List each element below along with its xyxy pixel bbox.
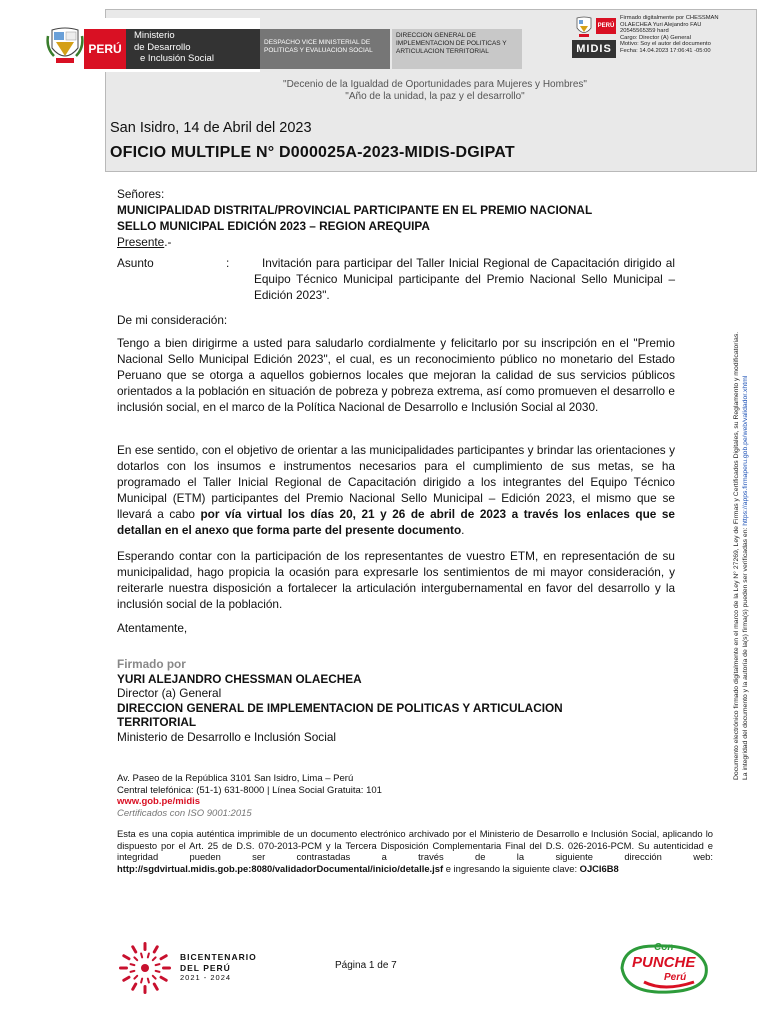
asunto-colon: :: [226, 256, 230, 270]
decenio-motto: "Decenio de la Igualdad de Oportunidades para Mujeres y Hombres" "Año de la unidad, la paz y el desarrollo": [283, 79, 587, 102]
signer-office-line2: TERRITORIAL: [117, 715, 197, 729]
vice-ministry-label: DESPACHO VICE MINISTERIAL DE POLITICAS Y EVALUACION SOCIAL: [260, 29, 390, 69]
greeting: De mi consideración:: [117, 313, 228, 327]
firmaperu-validator-link[interactable]: https://apps.firmaperu.gob.pe/web/validador.xhtml: [742, 375, 749, 526]
asunto-label: Asunto: [117, 256, 154, 270]
paragraph-1: Tengo a bien dirigirme a usted para saludarlo cordialmente y felicitarlo por su inscripción en el "Premio Nacional Sello Municipal Edición 2023", el cual, es un reconocimiento público no monetario del Estado Peruano que se otorga a aquellos gobiernos locales que mejoran la calidad de sus servicios públicos orientados a la población en situación de pobreza y pobreza extrema, así como promueven el desarrollo e inclusión social, en el marco de la Política Nacional de Desarrollo e Inclusión Social al 2030.: [117, 336, 675, 414]
asunto-text: Invitación para participar del Taller Inicial Regional de Capacitación dirigido al Equipo Técnico Municipal participante del Premio Nacional Sello Municipal – Edición 2023".: [254, 256, 675, 302]
presente: Presente.-: [117, 234, 172, 249]
recipient-name-line2: SELLO MUNICIPAL EDICIÓN 2023 – REGION AREQUIPA: [117, 218, 430, 233]
recipient-block: [117, 187, 677, 251]
paragraph-3: Esperando contar con la participación de los representantes de vuestro ETM, en representación de su municipalidad, hago propicia la ocasión para expresarle los sentimientos de mi mayor consideración, y reiterarle nuestra disposición a fortalecer la articulación intergubernamental en favor del desarrollo y la inclusión social de la población.: [117, 549, 675, 611]
digital-signature-stamp: Firmado digitalmente por CHESSMAN OLAECHEA Yuri Alejandro FAU 20545565359 hard Cargo: Director (A) General Motivo: Soy el autor del documento Fecha: 14.04.2023 17:06:41 -05:00: [620, 15, 719, 54]
coat-of-arms-icon: [46, 26, 84, 66]
peru-label: PERÚ: [84, 29, 126, 69]
phone: Central telefónica: (51-1) 631-8000 | Línea Social Gratuita: 101: [117, 784, 382, 796]
bicentenario-text: BICENTENARIO DEL PERÚ 2021 - 2024: [180, 952, 257, 982]
signer-office-line1: DIRECCION GENERAL DE IMPLEMENTACION DE POLITICAS Y ARTICULACION: [117, 700, 563, 715]
contact-block: [117, 773, 677, 819]
paragraph-2: En ese sentido, con el objetivo de orientar a las municipalidades participantes y brindar las orientaciones y dotarlos con los insumos e instrumentos necesarios para el cumplimiento de sus metas, se ha programado el Taller Inicial Regional de Capacitación dirigido a los integrantes del Equipo Técnico Municipal (ETM) participantes del Premio Nacional Sello Municipal – Edición 2023, el mismo que se llevará a cabo por vía virtual los días 20, 21 y 26 de abril de 2023 a través los enlaces que se detallan en el anexo que forma parte del presente documento.: [117, 443, 675, 537]
closing: Atentamente,: [117, 621, 188, 635]
address: Av. Paseo de la República 3101 San Isidro, Lima – Perú: [117, 773, 354, 784]
midis-logo: MIDIS: [572, 40, 616, 58]
signer-title: Director (a) General: [117, 686, 222, 700]
signer-ministry: Ministerio de Desarrollo e Inclusión Social: [117, 729, 336, 744]
ministry-name: Ministerio de Desarrollo e Inclusión Social: [126, 29, 260, 69]
signature-peru-label: PERÚ: [596, 18, 616, 34]
validation-url[interactable]: http://sgdvirtual.midis.gob.pe:8080/validadorDocumental/inicio/detalle.jsf: [117, 862, 444, 874]
signature-block: [117, 657, 677, 744]
ministry-brand: [84, 29, 260, 69]
document-date: San Isidro, 14 de Abril del 2023: [110, 120, 312, 136]
iso-certification: Certificados con ISO 9001:2015: [117, 807, 252, 819]
salutation: Señores:: [117, 187, 165, 201]
con-punche-peru-logo: Con PUNCHE Perú: [614, 938, 714, 998]
website-link[interactable]: www.gob.pe/midis: [117, 796, 201, 807]
signer-name: YURI ALEJANDRO CHESSMAN OLAECHEA: [117, 671, 362, 686]
validation-key: OJCI6B8: [579, 862, 619, 874]
signed-by-label: Firmado por: [117, 657, 186, 671]
page-number: Página 1 de 7: [335, 960, 397, 971]
document-number: OFICIO MULTIPLE N° D000025A-2023-MIDIS-DGIPAT: [110, 144, 515, 161]
recipient-name-line1: MUNICIPALIDAD DISTRITAL/PROVINCIAL PARTICIPANTE EN EL PREMIO NACIONAL: [117, 202, 593, 217]
copy-notice: Esta es una copia auténtica imprimible de un documento electrónico archivado por el Ministerio de Desarrollo e Inclusión Social, aplicando lo dispuesto por el Art. 25 de D.S. 070-2013-PCM y la Tercera Disposición Complementaria Final del D.S. 026-2016-PCM. Su autenticidad e integridad pueden ser contrastadas a través de la siguiente dirección web: http://sgdvirtual.midis.gob.pe:8080/validadorDocumental/inicio/detalle.jsf e ingresando la siguiente clave: OJCI6B8: [117, 828, 713, 874]
bicentenario-logo-icon: [115, 938, 175, 998]
general-direction-label: DIRECCION GENERAL DE IMPLEMENTACION DE POLITICAS Y ARTICULACION TERRITORIAL: [392, 29, 522, 69]
signature-coat-of-arms-icon: [574, 16, 594, 38]
